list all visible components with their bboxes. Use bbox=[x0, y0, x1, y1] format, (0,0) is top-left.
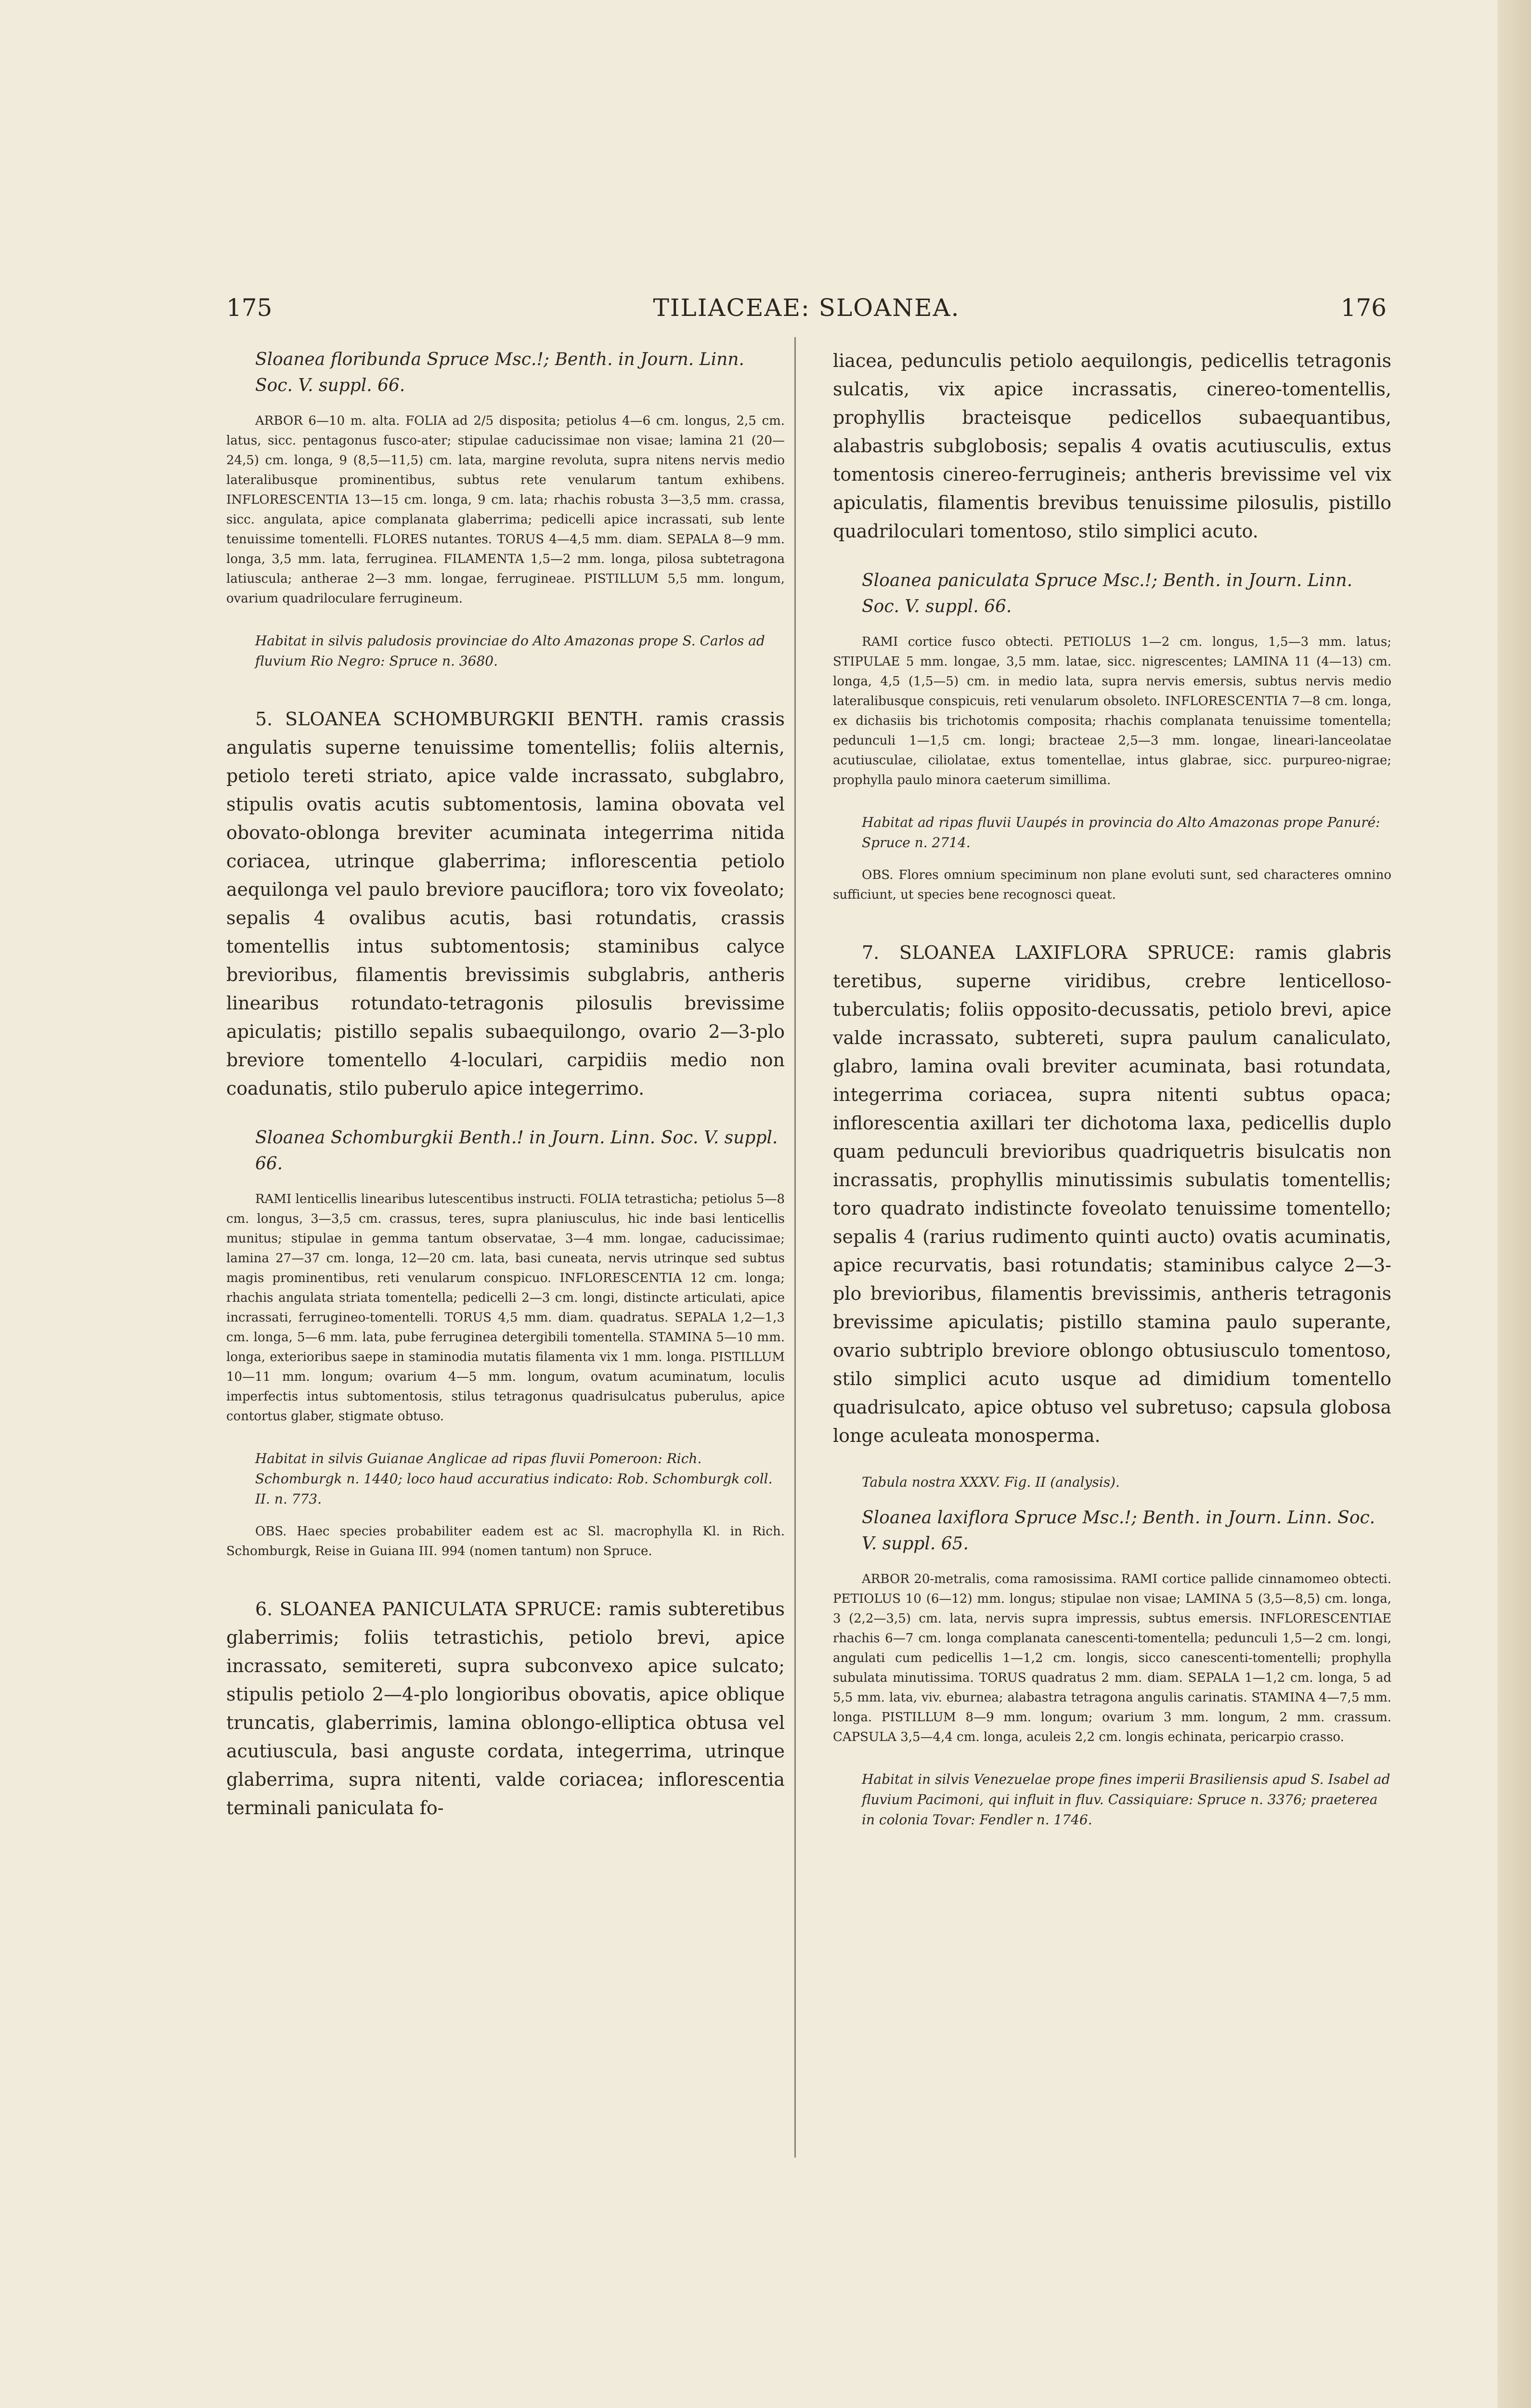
observation-schomburgkii: OBS. Haec species probabiliter eadem est ac Sl. macrophylla Kl. in Rich. Schomburgk, Reise in Guiana III. 994 (nomen tantum) non Spruce. bbox=[226, 1524, 785, 1558]
plate-reference-laxiflora: Tabula nostra XXXV. Fig. II (analysis). bbox=[862, 1474, 1120, 1490]
species-6-diagnosis-continued: liacea, pedunculis petiolo aequilongis, pedicellis tetragonis sulcatis, vix apice incrassatis, cinereo-tomentellis, prophyllis bracteisque pedicellos subaequantibus, alabastris subglobosis; sepalis 4 ovatis acutiusculis, extus tomentosis cinereo-ferrugineis; antheris brevissime vel vix apiculatis, filamentis brevibus tenuissime pilosulis, pistillo quadriloculari tomentoso, stilo simplici acuto. bbox=[833, 350, 1391, 542]
habitat-floribunda: Habitat in silvis paludosis provinciae do Alto Amazonas prope S. Carlos ad fluvium Rio Negro: Spruce n. 3680. bbox=[255, 633, 765, 669]
reference-laxiflora: Sloanea laxiflora Spruce Msc.!; Benth. in Journ. Linn. Soc. V. suppl. 65. bbox=[862, 1508, 1375, 1554]
description-schomburgkii: RAMI lenticellis linearibus lutescentibus instructi. FOLIA tetrasticha; petiolus 5—8 cm. longus, 3—3,5 cm. crassus, teres, supra planiusculus, hic inde basi lenticellis munitus; stipulae in gemma tantum observatae, 3—4 mm. longae, caducissimae; lamina 27—37 cm. longa, 12—20 cm. lata, basi cuneata, nervis utrinque sed subtus magis prominentibus, reti venularum conspicuo. INFLORESCENTIA 12 cm. longa; rhachis angulata striata tomentella; pedicelli 2—3 cm. longi, distincte articulati, apice incrassati, ferrugineo-tomentelli. TORUS 4,5 mm. diam. quadratus. SEPALA 1,2—1,3 cm. longa, 5—6 mm. lata, pube ferruginea detergibili tomentella. STAMINA 5—10 mm. longa, exterioribus saepe in staminodia mutatis filamenta vix 1 mm. longa. PISTILLUM 10—11 mm. longum; ovarium 4—5 mm. longum, ovatum acuminatum, loculis imperfectis intus subtomentosis, stilus tetragonus quadrisulcatus puberulus, apice contortus glaber, stigmate obtuso. bbox=[226, 1192, 785, 1424]
habitat-schomburgkii: Habitat in silvis Guianae Anglicae ad ripas fluvii Pomeroon: Rich. Schomburgk n. 1440; loco haud accuratius indicato: Rob. Schomburgk coll. II. n. 773. bbox=[255, 1451, 773, 1507]
description-laxiflora: ARBOR 20-metralis, coma ramosissima. RAMI cortice pallide cinnamomeo obtecti. PETIOLUS 10 (6—12) mm. longus; stipulae non visae; LAMINA 5 (3,5—8,5) cm. longa, 3 (2,2—3,5) cm. lata, nervis supra impressis, subtus emersis. INFLORESCENTIAE rhachis 6—7 cm. longa complanata canescenti-tomentella; pedunculi 1,5—2 cm. longi, angulati cum pedicellis 1—1,2 cm. longis, sicco canescenti-tomentelli; prophylla subulata minutissima. TORUS quadratus 2 mm. diam. SEPALA 1—1,2 cm. longa, 5 ad 5,5 mm. lata, viv. eburnea; alabastra tetragona angulis carinatis. STAMINA 4—7,5 mm. longa. PISTILLUM 8—9 mm. longum; ovarium 3 mm. longum, 2 mm. crassum. CAPSULA 3,5—4,4 cm. longa, aculeis 2,2 cm. longis echinata, pericarpio crasso. bbox=[833, 1572, 1391, 1744]
habitat-paniculata: Habitat ad ripas fluvii Uaupés in provincia do Alto Amazonas prope Panuré: Spruce n. 2714. bbox=[862, 814, 1380, 851]
column-divider bbox=[794, 337, 796, 2158]
observation-paniculata: OBS. Flores omnium speciminum non plane evoluti sunt, sed characteres omnino sufficiunt, ut species bene recognosci queat. bbox=[833, 868, 1391, 902]
species-6-diagnosis: 6. SLOANEA PANICULATA SPRUCE: ramis subteretibus glaberrimis; foliis tetrastichis, petiolo brevi, apice incrassato, semitereti, supra subconvexo apice sulcato; stipulis petiolo 2—4-plo longioribus obovatis, apice oblique truncatis, glaberrimis, lamina oblongo-elliptica obtusa vel acutiuscula, basi anguste cordata, integerrima, utrinque glaberrima, supra nitenti, valde coriacea; inflorescentia terminali paniculata fo- bbox=[226, 1598, 785, 1819]
page-edge bbox=[1497, 0, 1531, 2408]
page-number-left: 175 bbox=[226, 294, 272, 322]
reference-floribunda: Sloanea floribunda Spruce Msc.!; Benth. in Journ. Linn. Soc. V. suppl. 66. bbox=[255, 350, 744, 395]
habitat-laxiflora: Habitat in silvis Venezuelae prope fines imperii Brasiliensis apud S. Isabel ad fluvium Pacimoni, qui influit in fluv. Cassiquiare: Spruce n. 3376; praeterea in colonia Tovar: Fendler n. 1746. bbox=[862, 1771, 1390, 1828]
species-5-diagnosis: 5. SLOANEA SCHOMBURGKII BENTH. ramis crassis angulatis superne tenuissime tomentellis; foliis alternis, petiolo tereti striato, apice valde incrassato, subglabro, stipulis ovatis acutis subtomentosis, lamina obovata vel obovato-oblonga breviter acuminata integerrima nitida coriacea, utrinque glaberrima; inflorescentia petiolo aequilonga vel paulo breviore pauciflora; toro vix foveolato; sepalis 4 ovalibus acutis, basi rotundatis, crassis tomentellis intus subtomentosis; staminibus calyce brevioribus, filamentis brevissimis subglabris, antheris linearibus rotundato-tetragonis pilosulis brevissime apiculatis; pistillo sepalis subaequilongo, ovario 2—3-plo breviore tomentello 4-loculari, carpidiis medio non coadunatis, stilo puberulo apice integerrimo. bbox=[226, 708, 785, 1099]
page-header bbox=[221, 294, 1391, 332]
description-paniculata: RAMI cortice fusco obtecti. PETIOLUS 1—2 cm. longus, 1,5—3 mm. latus; STIPULAE 5 mm. longae, 3,5 mm. latae, sicc. nigrescentes; LAMINA 11 (4—13) cm. longa, 4,5 (1,5—5) cm. in medio lata, supra nervis emersis, subtus nervis medio lateralibusque conspicuis, reti venularum obsoleto. INFLORESCENTIA 7—8 cm. longa, ex dichasiis bis trichotomis composita; rhachis complanata tenuissime tomentella; pedunculi 1—1,5 cm. longi; bracteae 2,5—3 mm. longae, lineari-lanceolatae acutiusculae, ciliolatae, extus tomentellae, intus glabrae, sicc. purpureo-nigrae; prophylla paulo minora caeterum simillima. bbox=[833, 635, 1391, 787]
running-title: TILIACEAE: SLOANEA. bbox=[653, 294, 960, 322]
left-column bbox=[226, 347, 785, 1822]
page-number-right: 176 bbox=[1340, 294, 1387, 322]
reference-schomburgkii: Sloanea Schomburgkii Benth.! in Journ. Linn. Soc. V. suppl. 66. bbox=[255, 1128, 778, 1174]
description-floribunda: ARBOR 6—10 m. alta. FOLIA ad 2/5 disposita; petiolus 4—6 cm. longus, 2,5 cm. latus, sicc. pentagonus fusco-ater; stipulae caducissimae non visae; lamina 21 (20—24,5) cm. longa, 9 (8,5—11,5) cm. lata, margine revoluta, supra nitens nervis medio lateralibusque prominentibus, subtus rete venularum tantum exhibens. INFLORESCENTIA 13—15 cm. longa, 9 cm. lata; rhachis robusta 3—3,5 mm. crassa, sicc. angulata, apice complanata glaberrima; pedicelli apice incrassati, sub lente tenuissime tomentelli. FLORES nutantes. TORUS 4—4,5 mm. diam. SEPALA 8—9 mm. longa, 3,5 mm. lata, ferruginea. FILAMENTA 1,5—2 mm. longa, pilosa subtetragona latiuscula; antherae 2—3 mm. longae, ferrugineae. PISTILLUM 5,5 mm. longum, ovarium quadriloculare ferrugineum. bbox=[226, 414, 785, 606]
species-7-diagnosis: 7. SLOANEA LAXIFLORA SPRUCE: ramis glabris teretibus, superne viridibus, crebre lenticelloso-tuberculatis; foliis opposito-decussatis, petiolo brevi, apice valde incrassato, subtereti, supra paulum canaliculato, glabro, lamina ovali breviter acuminata, basi rotundata, integerrima coriacea, supra nitenti subtus opaca; inflorescentia axillari ter dichotoma laxa, pedicellis duplo quam pedunculi brevioribus quadriquetris bisulcatis non incrassatis, prophyllis minutissimis subulatis tomentellis; toro quadrato indistincte foveolato tenuissime tomentello; sepalis 4 (rarius rudimento quinti aucto) ovatis acuminatis, apice recurvatis, basi rotundatis; staminibus calyce 2—3-plo brevioribus, filamentis brevissimis, antheris tetragonis brevissime apiculatis; pistillo stamina paulo superante, ovario subtriplo breviore oblongo obtusiusculo tomentoso, stilo simplici acuto usque ad dimidium tomentello quadrisulcato, apice obtuso vel subretuso; capsula globosa longe aculeata monosperma. bbox=[833, 942, 1391, 1446]
right-column bbox=[833, 347, 1391, 1830]
reference-paniculata: Sloanea paniculata Spruce Msc.!; Benth. in Journ. Linn. Soc. V. suppl. 66. bbox=[862, 571, 1353, 616]
